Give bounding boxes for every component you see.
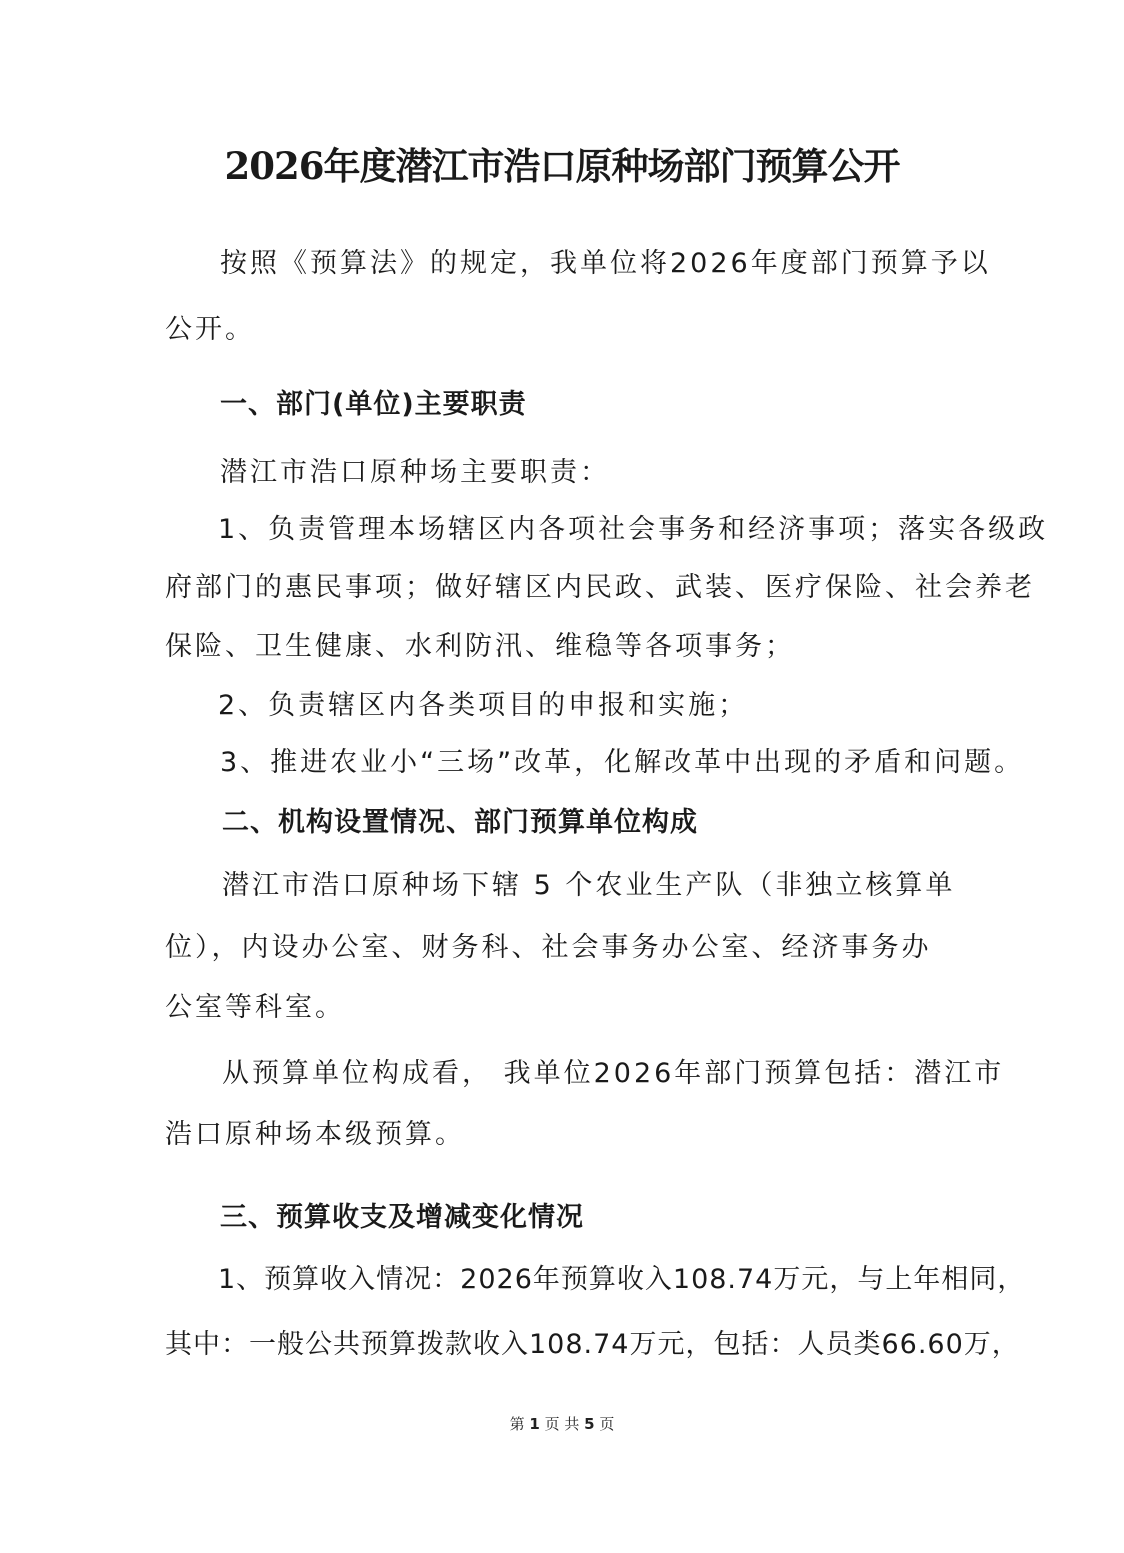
section-1-item-2: 2、负责辖区内各类项目的申报和实施； xyxy=(218,690,749,721)
section-1-item-3: 3、推进农业小“三场”改革，化解改革中出现的矛盾和问题。 xyxy=(220,747,1025,778)
section-2-heading: 二、机构设置情况、部门预算单位构成 xyxy=(222,807,698,838)
page-footer xyxy=(0,1414,1124,1434)
section-1-heading: 一、部门(单位)主要职责 xyxy=(220,389,527,420)
section-1-item-1-line-2: 府部门的惠民事项；做好辖区内民政、武装、医疗保险、社会养老 xyxy=(165,572,1035,603)
section-1-lead: 潜江市浩口原种场主要职责： xyxy=(220,457,610,488)
section-2-para-2-line-1: 从预算单位构成看， 我单位2026年部门预算包括：潜江市 xyxy=(222,1058,1005,1089)
section-2-para-1-line-2: 位），内设办公室、财务科、社会事务办公室、经济事务办 xyxy=(165,932,932,963)
section-3-para-1-line-2: 其中：一般公共预算拨款收入108.74万元，包括：人员类66.60万， xyxy=(165,1329,1020,1360)
footer-middle: 页 共 xyxy=(544,1415,580,1433)
footer-total-pages: 5 xyxy=(584,1415,595,1433)
document-title: 2026年度潜江市浩口原种场部门预算公开 xyxy=(224,144,900,188)
section-2-para-1-line-3: 公室等科室。 xyxy=(165,992,345,1023)
section-3-heading: 三、预算收支及增减变化情况 xyxy=(220,1202,584,1233)
footer-prefix: 第 xyxy=(509,1415,525,1433)
section-1-item-1-line-3: 保险、卫生健康、水利防汛、维稳等各项事务； xyxy=(165,631,795,662)
section-3-para-1-line-1: 1、预算收入情况：2026年预算收入108.74万元，与上年相同， xyxy=(218,1264,1026,1295)
intro-line-2: 公开。 xyxy=(165,314,255,345)
section-1-item-1-line-1: 1、负责管理本场辖区内各项社会事务和经济事项；落实各级政 xyxy=(218,514,1049,545)
footer-current-page: 1 xyxy=(529,1415,540,1433)
section-2-para-1-line-1: 潜江市浩口原种场下辖 5 个农业生产队（非独立核算单 xyxy=(222,870,956,901)
intro-line-1: 按照《预算法》的规定，我单位将2026年度部门预算予以 xyxy=(220,248,991,279)
section-2-para-2-line-2: 浩口原种场本级预算。 xyxy=(165,1119,465,1150)
footer-suffix: 页 xyxy=(599,1415,615,1433)
